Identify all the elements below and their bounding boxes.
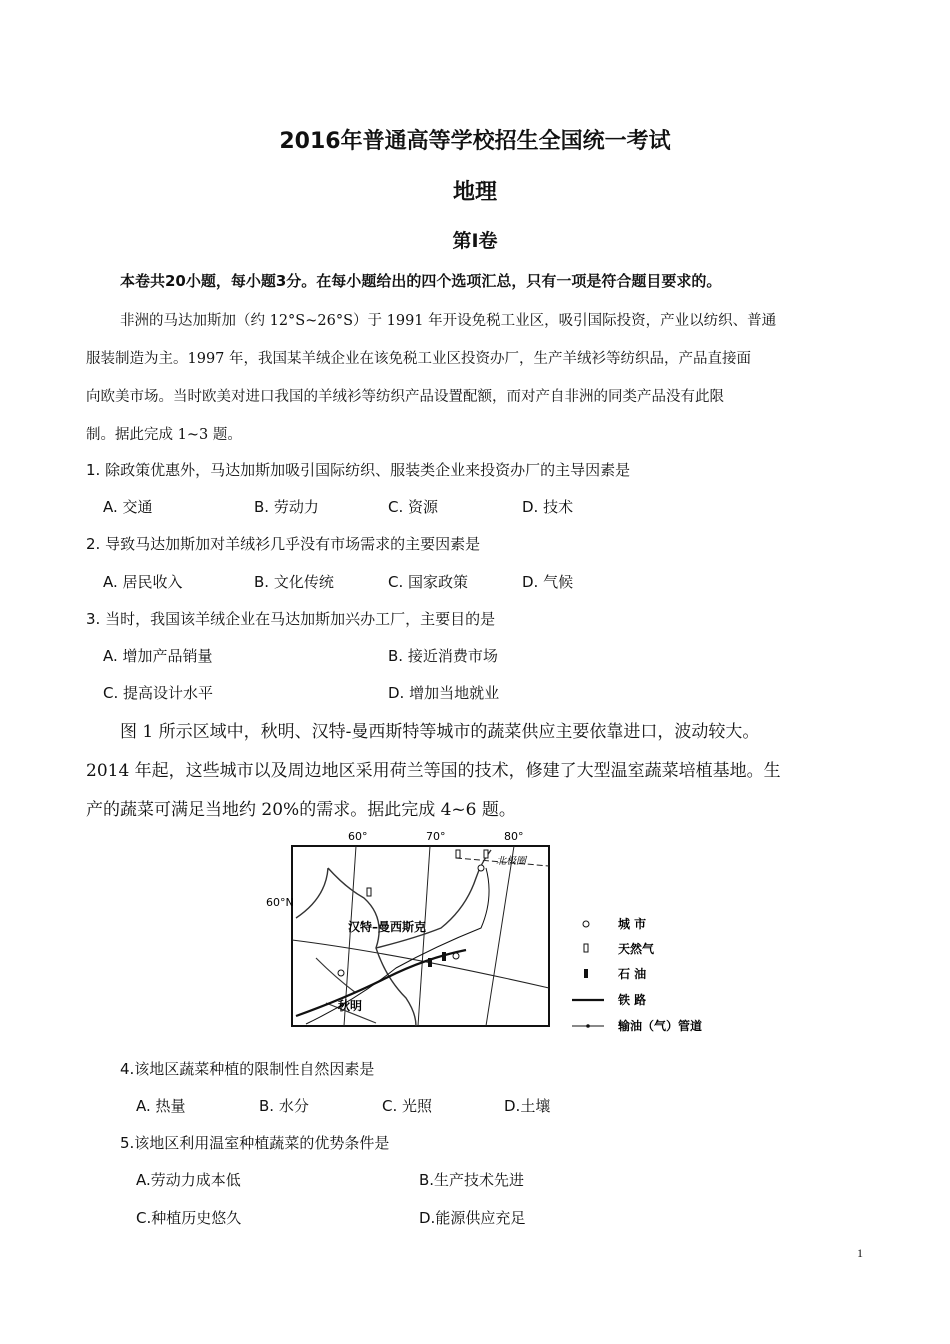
legend-gas-symbol [584,944,588,952]
legend-pipeline-dot [586,1024,590,1028]
q1-option-c: C. 资源 [388,498,439,516]
oil-marker [442,952,446,961]
city-label-tyumen: 秋明 [338,999,363,1013]
city-label-khanty: 汉特–曼西斯克 [348,920,427,934]
lon-label: 70° [426,830,446,843]
passage1-line: 向欧美市场。当时欧美对进口我国的羊绒衫等纺织产品设置配额，而对产自非洲的同类产品没有此限 [86,389,724,405]
instruction-text: 本卷共20小题，每小题3分。在每小题给出的四个选项汇总，只有一项是符合题目要求的。 [120,272,722,290]
legend-oil-symbol [584,969,588,978]
page-number: 1 [857,1246,863,1260]
city-marker [478,865,484,871]
q3-option-d: D. 增加当地就业 [388,684,500,702]
question-2-stem: 2. 导致马达加斯加对羊绒衫几乎没有市场需求的主要因素是 [86,535,481,553]
exam-title: 2016年普通高等学校招生全国统一考试 [279,129,671,154]
q2-option-d: D. 气候 [522,573,574,591]
gas-marker [367,888,371,896]
legend-city: 城 市 [618,917,647,931]
q5-option-a: A.劳动力成本低 [136,1171,241,1189]
passage1-line: 服装制造为主。1997 年，我国某羊绒企业在该免税工业区投资办厂，生产羊绒衫等纺织品，产品直接面 [86,351,752,367]
gas-marker [484,850,488,858]
q3-option-c: C. 提高设计水平 [103,684,214,702]
q5-option-b: B.生产技术先进 [419,1171,525,1189]
q1-option-b: B. 劳动力 [254,498,319,516]
q2-option-a: A. 居民收入 [103,573,183,591]
lon-label: 60° [348,830,368,843]
q1-option-a: A. 交通 [103,498,153,516]
section-title: 第I卷 [452,230,498,252]
q3-option-a: A. 增加产品销量 [103,647,213,665]
legend-pipeline: 输油（气）管道 [618,1019,703,1033]
q4-option-d: D.土壤 [504,1097,551,1115]
legend-railway: 铁 路 [618,993,647,1007]
question-4-stem: 4.该地区蔬菜种植的限制性自然因素是 [120,1060,375,1078]
lon-label: 80° [504,830,524,843]
passage1-line: 非洲的马达加斯加（约 12°S~26°S）于 1991 年开设免税工业区，吸引国际投资，产业以纺织、普通 [120,313,777,329]
passage2-line: 产的蔬菜可满足当地约 20%的需求。据此完成 4~6 题。 [86,800,516,820]
q4-option-b: B. 水分 [259,1097,309,1115]
question-1-stem: 1. 除政策优惠外，马达加斯加吸引国际纺织、服装类企业来投资办厂的主导因素是 [86,461,631,479]
arctic-circle-label: 北极圈 [496,856,526,867]
q4-option-a: A. 热量 [136,1097,186,1115]
q3-option-b: B. 接近消费市场 [388,647,498,665]
q2-option-c: C. 国家政策 [388,573,469,591]
passage2-line: 图 1 所示区域中，秋明、汉特-曼西斯特等城市的蔬菜供应主要依靠进口，波动较大。 [120,722,760,742]
legend-city-symbol [583,921,589,927]
passage2-line: 2014 年起，这些城市以及周边地区采用荷兰等国的技术，修建了大型温室蔬菜培植基地。生 [86,761,781,781]
passage1-line: 制。据此完成 1~3 题。 [86,427,242,443]
city-marker [338,970,344,976]
legend-gas: 天然气 [618,942,655,956]
legend-oil: 石 油 [618,967,647,981]
question-3-stem: 3. 当时，我国该羊绒企业在马达加斯加兴办工厂，主要目的是 [86,610,496,628]
subject-title: 地理 [452,180,497,205]
q2-option-b: B. 文化传统 [254,573,334,591]
city-marker [453,953,459,959]
gas-marker [456,850,460,858]
q5-option-d: D.能源供应充足 [419,1209,526,1227]
q1-option-d: D. 技术 [522,498,574,516]
oil-marker [428,958,432,967]
q5-option-c: C.种植历史悠久 [136,1209,242,1227]
q4-option-c: C. 光照 [382,1097,433,1115]
lat-label: 60°N [266,896,294,909]
region-map [266,828,722,1040]
question-5-stem: 5.该地区利用温室种植蔬菜的优势条件是 [120,1134,390,1152]
